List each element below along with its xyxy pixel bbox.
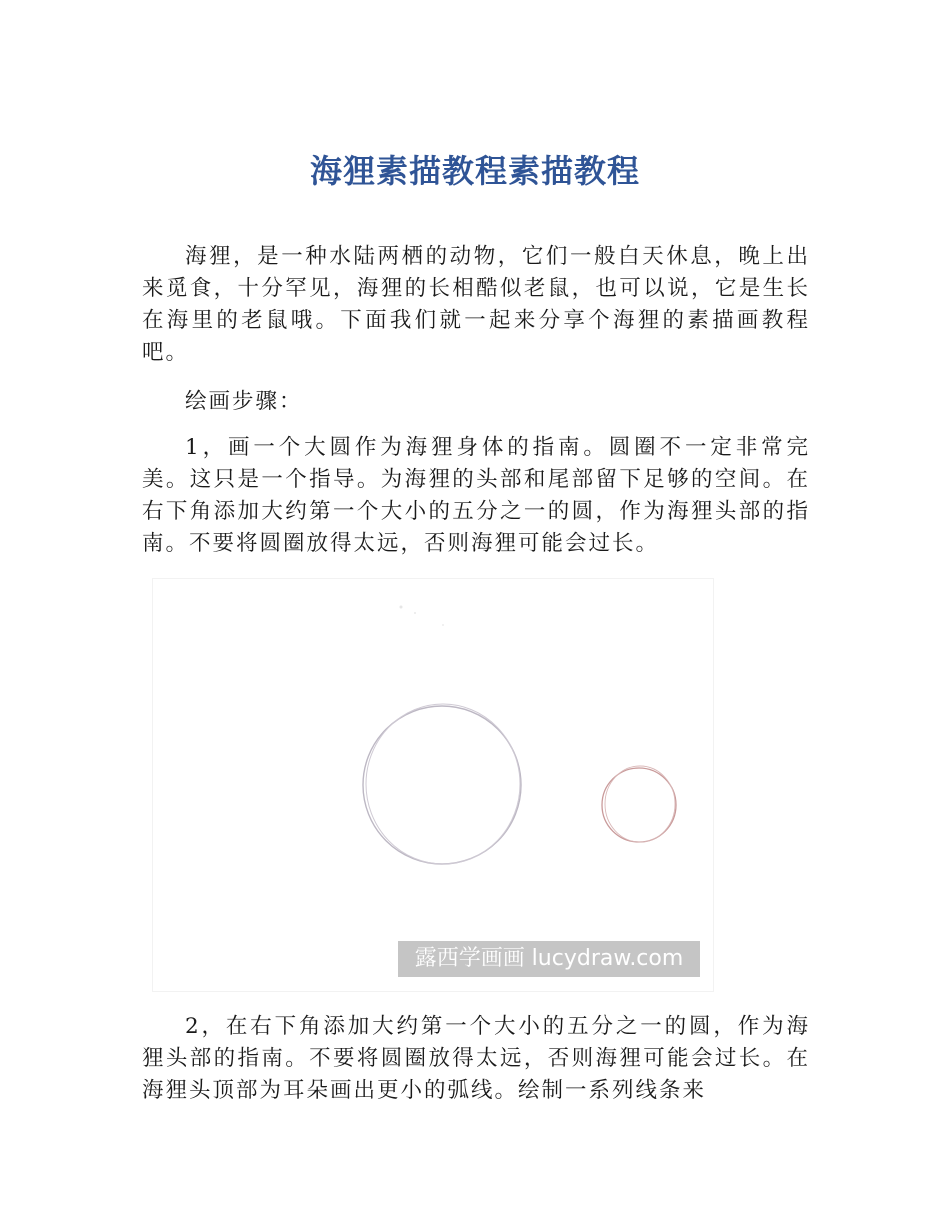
paper-mark	[414, 612, 416, 614]
step-1-paragraph: 1，画一个大圆作为海狸身体的指南。圆圈不一定非常完美。这只是一个指导。为海狸的头部和尾部留下足够的空间。在右下角添加大约第一个大小的五分之一的圆，作为海狸头部的指南。不要将圆圈放得太远，否则海狸可能会过长。	[142, 435, 810, 556]
paper-mark	[442, 624, 444, 626]
image-watermark: 露西学画画 lucydraw.com	[398, 941, 700, 977]
sketch-drawing	[153, 579, 713, 991]
head-guide-circle-overstroke	[605, 766, 675, 842]
intro-paragraph: 海狸，是一种水陆两栖的动物，它们一般白天休息，晚上出来觅食，十分罕见，海狸的长相酷似老鼠，也可以说，它是生长在海里的老鼠哦。下面我们就一起来分享个海狸的素描画教程吧。	[142, 244, 810, 365]
document-title: 海狸素描教程素描教程	[309, 152, 640, 190]
step-1-sketch-image	[153, 579, 713, 991]
paper-mark	[400, 606, 403, 609]
step-2-paragraph: 2，在右下角添加大约第一个大小的五分之一的圆，作为海狸头部的指南。不要将圆圈放得太远，否则海狸可能会过长。在海狸头顶部为耳朵画出更小的弧线。绘制一系列线条来	[142, 1014, 810, 1103]
steps-heading: 绘画步骤：	[185, 389, 303, 414]
